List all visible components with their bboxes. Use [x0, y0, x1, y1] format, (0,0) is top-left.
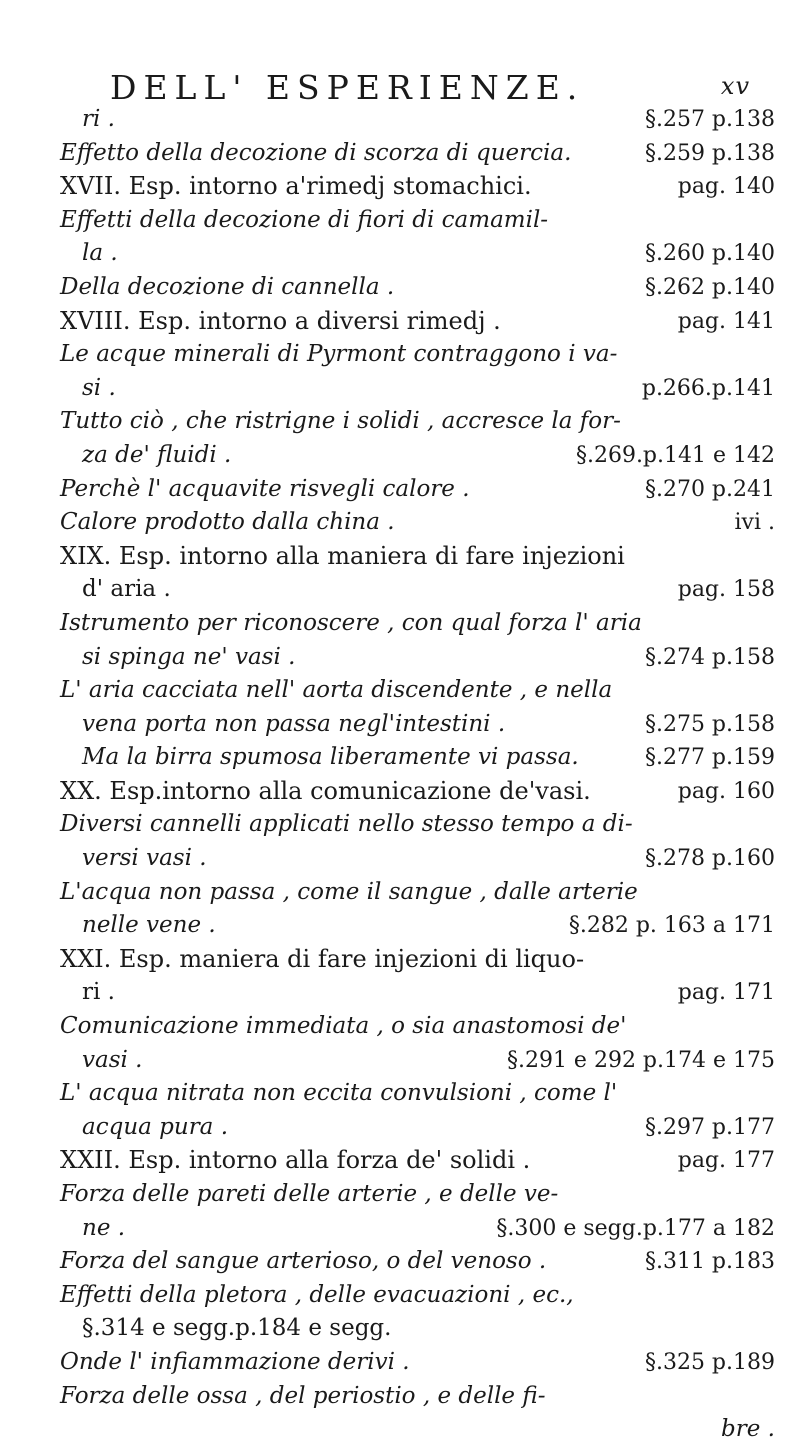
entry-text: la . [82, 240, 118, 267]
entry-text: XVIII. Esp. intorno a diversi rimedj . [60, 306, 501, 335]
entry-text: Diversi cannelli applicati nello stesso tempo a di- [60, 811, 633, 838]
index-line [60, 1346, 775, 1380]
entry-text: Calore prodotto dalla china . [60, 509, 395, 536]
index-line [60, 1413, 775, 1447]
index-line [60, 1010, 775, 1044]
entry-reference: pag. 140 [677, 174, 775, 200]
entry-text: nelle vene . [82, 912, 216, 939]
entry-reference: §.260 p.140 [644, 241, 775, 267]
index-entries [60, 103, 775, 1447]
index-line [60, 708, 775, 742]
entry-reference: §.278 p.160 [644, 846, 775, 872]
index-line [60, 876, 775, 910]
entry-text: L'acqua non passa , come il sangue , dalle arterie [60, 878, 638, 905]
page-number: xv [720, 72, 750, 100]
entry-text: Effetti della decozione di fiori di camamil- [60, 206, 549, 233]
index-line [60, 1144, 775, 1178]
index-line [60, 137, 775, 171]
index-line [60, 1077, 775, 1111]
entry-text: XXI. Esp. maniera di fare injezioni di liquo- [60, 944, 585, 973]
index-line [60, 170, 775, 204]
entry-reference: §.259 p.138 [644, 140, 775, 166]
index-line [60, 1245, 775, 1279]
entry-text: za de' fluidi . [82, 441, 232, 468]
entry-text: ri . [82, 979, 115, 1006]
entry-text: XX. Esp.intorno alla comunicazione de'vasi. [60, 776, 591, 805]
entry-reference: §.275 p.158 [644, 711, 775, 737]
index-line [60, 338, 775, 372]
header-title: DELL' ESPERIENZE. [110, 68, 585, 107]
entry-reference: §.257 p.138 [644, 107, 775, 132]
entry-text: Le acque minerali di Pyrmont contraggono i va- [60, 341, 618, 368]
index-line [60, 775, 775, 809]
entry-reference: §.262 p.140 [644, 274, 775, 300]
index-line [60, 1212, 775, 1246]
index-line [60, 405, 775, 439]
entry-text: ri . [82, 106, 115, 132]
index-line [60, 943, 775, 977]
entry-reference: p.266.p.141 [641, 375, 775, 401]
entry-reference: §.300 e segg.p.177 a 182 [496, 1215, 775, 1241]
index-line [60, 641, 775, 675]
entry-text: Istrumento per riconoscere , con qual forza l' aria [60, 609, 642, 636]
index-line [60, 741, 775, 775]
entry-text: si spinga ne' vasi . [82, 643, 296, 670]
entry-text: XXII. Esp. intorno alla forza de' solidi . [60, 1146, 531, 1175]
entry-text: Effetto della decozione di scorza di quercia. [60, 139, 572, 166]
index-line [60, 573, 775, 607]
entry-reference: §.282 p. 163 a 171 [568, 913, 775, 939]
entry-reference: pag. 158 [677, 577, 775, 603]
entry-text: XIX. Esp. intorno alla maniera di fare injezioni [60, 541, 625, 570]
entry-text: ne . [82, 1214, 126, 1241]
entry-text: vena porta non passa negl'intestini . [82, 710, 506, 737]
entry-reference: §.325 p.189 [644, 1349, 775, 1375]
entry-reference: §.274 p.158 [644, 644, 775, 670]
index-line [60, 372, 775, 406]
entry-reference: §.270 p.241 [644, 476, 775, 502]
entry-reference: pag. 160 [677, 778, 775, 804]
entry-text: §.314 e segg.p.184 e segg. [82, 1315, 392, 1342]
index-line [60, 808, 775, 842]
index-line [60, 305, 775, 339]
index-line [60, 271, 775, 305]
entry-text: d' aria . [82, 576, 171, 603]
entry-reference: §.311 p.183 [644, 1249, 775, 1275]
entry-text: L' aria cacciata nell' aorta discendente , e nella [60, 677, 613, 704]
entry-text: Forza delle ossa , del periostio , e delle fi- [60, 1382, 546, 1409]
entry-text: Forza del sangue arterioso, o del venoso . [60, 1248, 547, 1275]
index-line [60, 674, 775, 708]
index-line [60, 204, 775, 238]
entry-text: Perchè l' acquavite risvegli calore . [60, 475, 470, 502]
entry-text: acqua pura . [82, 1113, 229, 1140]
entry-reference: §.269.p.141 e 142 [575, 442, 775, 468]
entry-reference: pag. 141 [677, 308, 775, 334]
index-line [60, 1111, 775, 1145]
index-line [60, 1312, 775, 1346]
index-line [60, 506, 775, 540]
entry-text: Effetti della pletora , delle evacuazioni , ec., [60, 1281, 574, 1308]
index-line [60, 976, 775, 1010]
index-line [60, 473, 775, 507]
entry-reference: ivi . [734, 510, 775, 536]
entry-reference: pag. 171 [677, 980, 775, 1006]
index-line [60, 237, 775, 271]
entry-reference: pag. 177 [677, 1148, 775, 1174]
index-line [60, 1178, 775, 1212]
entry-text: vasi . [82, 1046, 143, 1073]
entry-text: si . [82, 374, 116, 401]
entry-text: XVII. Esp. intorno a'rimedj stomachici. [60, 172, 532, 201]
index-line [60, 909, 775, 943]
index-line [60, 842, 775, 876]
index-line [60, 439, 775, 473]
entry-text: Ma la birra spumosa liberamente vi passa. [82, 744, 579, 771]
entry-text: Comunicazione immediata , o sia anastomosi de' [60, 1013, 627, 1040]
entry-text: Della decozione di cannella . [60, 273, 395, 300]
entry-reference: §.297 p.177 [644, 1114, 775, 1140]
index-line [60, 103, 775, 137]
running-header [110, 68, 750, 107]
index-line [60, 540, 775, 574]
index-line [60, 1044, 775, 1078]
entry-text: Forza delle pareti delle arterie , e delle ve- [60, 1181, 559, 1207]
entry-text: Tutto ciò , che ristrigne i solidi , accresce la for- [60, 408, 621, 435]
entry-text: bre . [721, 1416, 775, 1443]
entry-text: Onde l' infiammazione derivi . [60, 1348, 410, 1375]
entry-text: L' acqua nitrata non eccita convulsioni , come l' [60, 1080, 618, 1107]
entry-reference: §.291 e 292 p.174 e 175 [506, 1047, 775, 1073]
entry-text: versi vasi . [82, 845, 207, 872]
index-line [60, 1380, 775, 1414]
entry-reference: §.277 p.159 [644, 745, 775, 771]
index-line [60, 1279, 775, 1313]
index-line [60, 607, 775, 641]
